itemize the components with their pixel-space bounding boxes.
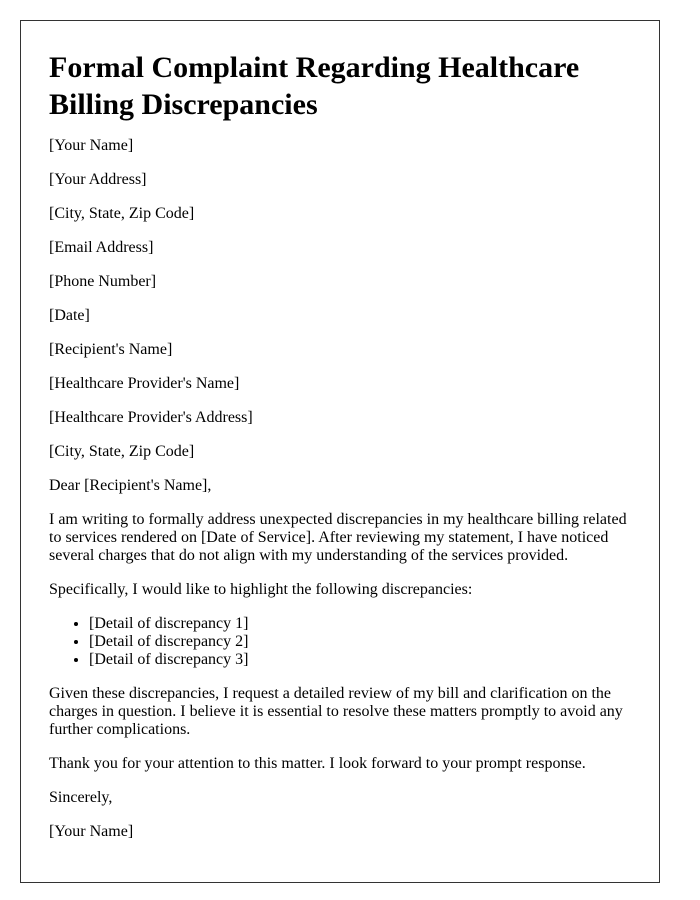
recipient-city-state-zip: [City, State, Zip Code]: [49, 443, 195, 460]
provider-name: [Healthcare Provider's Name]: [49, 375, 240, 392]
request-paragraph: Given these discrepancies, I request a detailed review of my bill and clarification on the charges in question. I believe it is essential to resolve these matters promptly to avoid any further complications.: [49, 685, 623, 738]
sender-address: [Your Address]: [49, 171, 147, 188]
list-item: • [Detail of discrepancy 3]: [89, 651, 631, 669]
letter-date: [Date]: [49, 307, 90, 324]
list-item: • [Detail of discrepancy 2]: [89, 633, 631, 651]
sender-city-state-zip: [City, State, Zip Code]: [49, 205, 195, 222]
intro-paragraph: I am writing to formally address unexpected discrepancies in my healthcare billing related to services rendered on [Date of Service]. After reviewing my statement, I have noticed several charges that do not align with my understanding of the services provided.: [49, 511, 627, 564]
list-intro-paragraph: Specifically, I would like to highlight the following discrepancies:: [49, 581, 473, 598]
salutation: Dear [Recipient's Name],: [49, 477, 212, 494]
closing: Sincerely,: [49, 789, 113, 806]
discrepancy-list: [49, 615, 631, 669]
sender-email: [Email Address]: [49, 239, 154, 256]
letter-page: [20, 20, 660, 883]
provider-address: [Healthcare Provider's Address]: [49, 409, 253, 426]
list-item: • [Detail of discrepancy 1]: [89, 615, 631, 633]
sender-phone: [Phone Number]: [49, 273, 157, 290]
thanks-paragraph: Thank you for your attention to this matter. I look forward to your prompt response.: [49, 755, 586, 772]
recipient-name: [Recipient's Name]: [49, 341, 173, 358]
page-title: Formal Complaint Regarding Healthcare Billing Discrepancies: [49, 51, 580, 121]
signature: [Your Name]: [49, 823, 134, 840]
sender-name: [Your Name]: [49, 137, 134, 154]
